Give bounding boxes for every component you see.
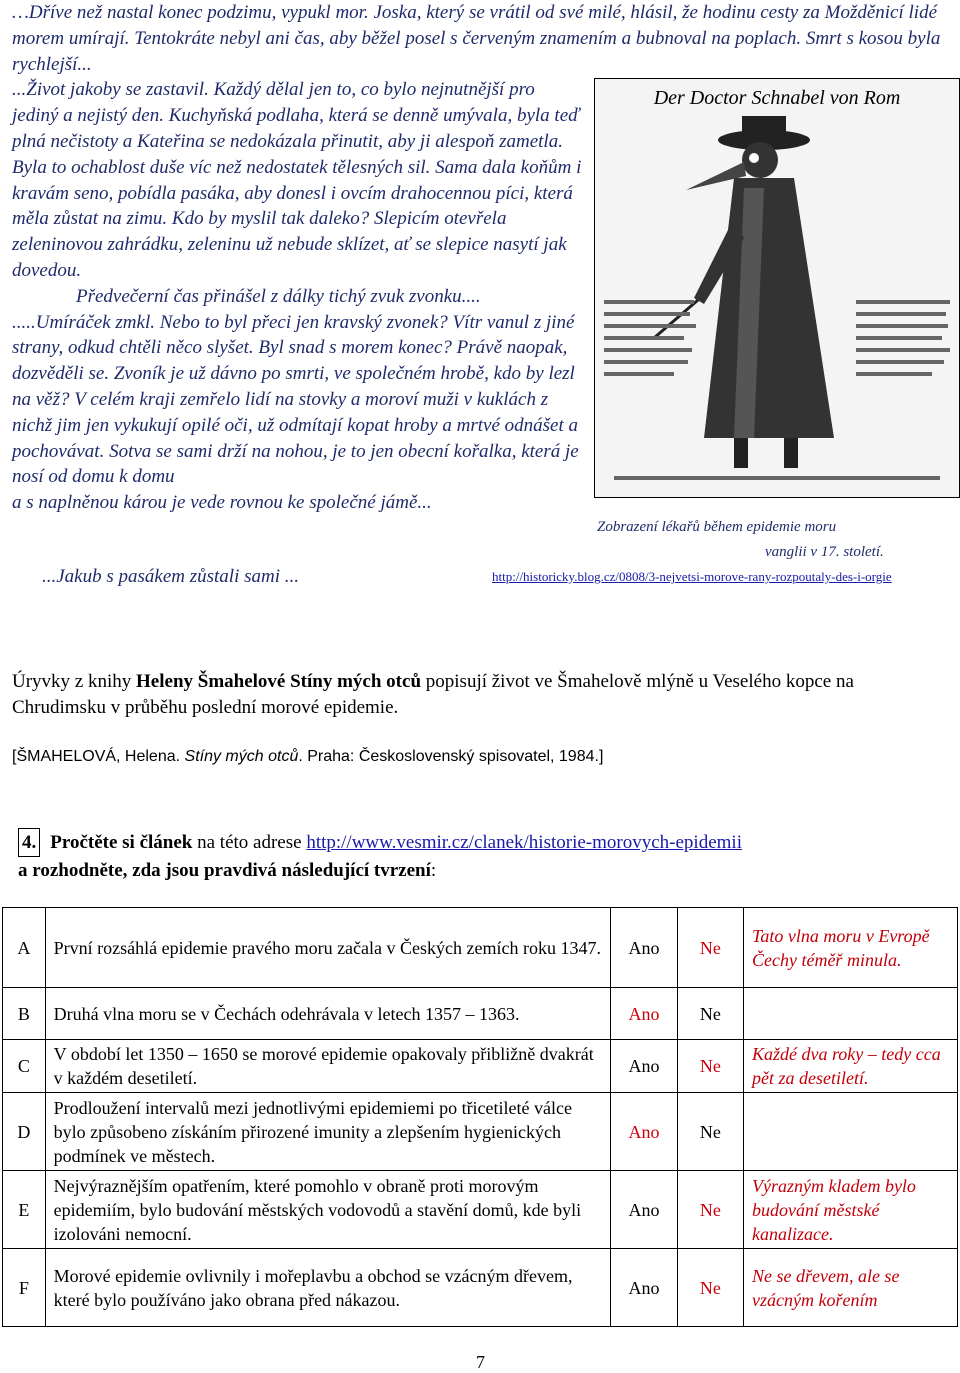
illustration-header: Der Doctor Schnabel von Rom xyxy=(653,87,901,109)
row-correction-note xyxy=(743,1093,957,1171)
intro-after: popisují život ve Šmahelově mlýně u Veselého kopce na Chrudimsku v průběhu poslední morové epidemie. xyxy=(12,671,854,718)
figure-caption-1: Zobrazení lékařů během epidemie moru xyxy=(597,519,837,535)
task-instruction: a rozhodněte, zda jsou pravdivá následující tvrzení xyxy=(18,860,431,881)
answer-ne[interactable]: Ne xyxy=(677,1040,743,1093)
row-letter: A xyxy=(3,908,46,988)
story-paragraph-5: a s naplněnou károu je vede rovnou ke společné jámě... xyxy=(12,492,432,514)
answer-ne[interactable]: Ne xyxy=(677,1171,743,1249)
answer-ne[interactable]: Ne xyxy=(677,1249,743,1327)
row-statement: Prodloužení intervalů mezi jednotlivými epidemiemi po třicetileté válce bylo způsobeno získáním přirozené imunity a zlepšením hygienických podmínek ve městech. xyxy=(45,1093,611,1171)
row-letter: F xyxy=(3,1249,46,1327)
figure-caption-2: vanglii v 17. století. xyxy=(765,544,884,560)
intro-before: Úryvky z knihy xyxy=(12,671,137,692)
story-paragraph-6: ...Jakub s pasákem zůstali sami ... xyxy=(42,566,300,587)
answer-ano[interactable]: Ano xyxy=(611,1171,678,1249)
table-row xyxy=(3,988,958,1040)
row-statement: Druhá vlna moru se v Čechách odehrávala v letech 1357 – 1363. xyxy=(45,988,611,1040)
row-correction-note: Tato vlna moru v Evropě Čechy téměř minula. xyxy=(743,908,957,988)
table-row xyxy=(3,1093,958,1171)
answer-ne[interactable]: Ne xyxy=(677,1093,743,1171)
row-letter: D xyxy=(3,1093,46,1171)
task-lead: Pročtěte si článek xyxy=(50,832,193,853)
source-link[interactable]: http://historicky.blog.cz/0808/3-nejvetsi-morove-rany-rozpoutaly-des-i-orgie xyxy=(492,569,892,584)
answer-ano[interactable]: Ano xyxy=(611,988,678,1040)
answer-ano[interactable]: Ano xyxy=(611,1249,678,1327)
article-link[interactable]: http://www.vesmir.cz/clanek/historie-morovych-epidemii xyxy=(306,832,742,853)
row-correction-note: Ne se dřevem, ale se vzácným kořením xyxy=(743,1249,957,1327)
task-instruction-tail: : xyxy=(430,860,437,881)
citation-post: . Praha: Československý spisovatel, 1984.] xyxy=(298,748,604,765)
task-mid: na této adrese xyxy=(192,832,307,853)
row-statement: Morové epidemie ovlivnily i mořeplavbu a obchod se vzácným dřevem, které bylo používáno jako obrana před nákazou. xyxy=(45,1249,611,1327)
row-correction-note: Každé dva roky – tedy cca pět za desetiletí. xyxy=(743,1040,957,1093)
answer-ano[interactable]: Ano xyxy=(611,908,678,988)
answer-ne[interactable]: Ne xyxy=(677,988,743,1040)
plague-doctor-illustration xyxy=(594,78,960,498)
row-statement: V období let 1350 – 1650 se morové epidemie opakovaly přibližně dvakrát v každém desetiletí. xyxy=(45,1040,611,1093)
row-correction-note xyxy=(743,988,957,1040)
row-statement: Nejvýraznějším opatřením, které pomohlo v obraně proti morovým epidemiím, bylo budování městských vodovodů a stavění domů, kde byli izolováni nemocní. xyxy=(45,1171,611,1249)
citation-pre: [ŠMAHELOVÁ, Helena. xyxy=(12,748,185,765)
citation xyxy=(12,748,603,766)
page-number: 7 xyxy=(476,1352,485,1372)
row-statement: První rozsáhlá epidemie pravého moru začala v Českých zemích roku 1347. xyxy=(45,908,611,988)
story-paragraph-2: ...Život jakoby se zastavil. Každý dělal jen to, co bylo nejnutnější pro jediný a nejistý den. Kuchyňská podlaha, která se denně umývala, byla teď plná nečistoty a Kateřina se nedokázala přinutit, aby ji alespoň zametla. Byla to ochablost duše víc než nedostatek tělesných sil. Sama dala koňům i kravám seno, pobídla pasáka, aby donesl i ovcím drahocennou píci, která měla zůstat na zimu. Kdo by myslil tak daleko? Slepicím otevřela zeleninovou zahrádku, zeleninu už nebude sklízet, ať se slepice nasytí jak dovedou. xyxy=(12,79,582,281)
answer-ne[interactable]: Ne xyxy=(677,908,743,988)
book-intro xyxy=(12,669,952,721)
table-row xyxy=(3,1040,958,1093)
table-row xyxy=(3,908,958,988)
task-4 xyxy=(18,828,958,884)
story-paragraph-3: Předvečerní čas přinášel z dálky tichý zvuk zvonku.... xyxy=(76,285,481,307)
table-row xyxy=(3,1249,958,1327)
story-paragraph-4: .....Umíráček zmkl. Nebo to byl přeci jen kravský zvonek? Vítr vanul z jiné strany, odkud chtěli něco slyšet. Byl snad s morem konec? Právě naopak, dozvěděli se. Zvoník je už dávno po smrti, ve společném hrobě, kdo by lezl na věž? V celém kraji zemřelo lidí na stovky a moroví muži v kuklách z nichž jim jen vykukují opilé oči, už odmítají kopat hroby a mrtvé odnášet a pochovávat. Sotva se sami drží na nohou, je to jen obecní kořalka, která je nosí od domu k domu xyxy=(12,311,579,488)
story-paragraph-1: …Dříve než nastal konec podzimu, vypukl mor. Joska, který se vrátil od své milé, hlásil, že hodinu cesty za Možděnicí lidé morem umírají. Tentokráte nebyl ani čas, aby běžel posel s červeným znamením a bubnoval na poplach. Smrt s kosou byla rychlejší... xyxy=(12,2,941,75)
task-number: 4. xyxy=(18,828,40,857)
row-letter: C xyxy=(3,1040,46,1093)
row-letter: B xyxy=(3,988,46,1040)
row-letter: E xyxy=(3,1171,46,1249)
true-false-table xyxy=(2,907,958,1327)
intro-book: Heleny Šmahelové Stíny mých otců xyxy=(136,671,422,692)
table-row xyxy=(3,1171,958,1249)
row-correction-note: Výrazným kladem bylo budování městské kanalizace. xyxy=(743,1171,957,1249)
answer-ano[interactable]: Ano xyxy=(611,1093,678,1171)
answer-ano[interactable]: Ano xyxy=(611,1040,678,1093)
citation-title: Stíny mých otců xyxy=(184,748,299,765)
